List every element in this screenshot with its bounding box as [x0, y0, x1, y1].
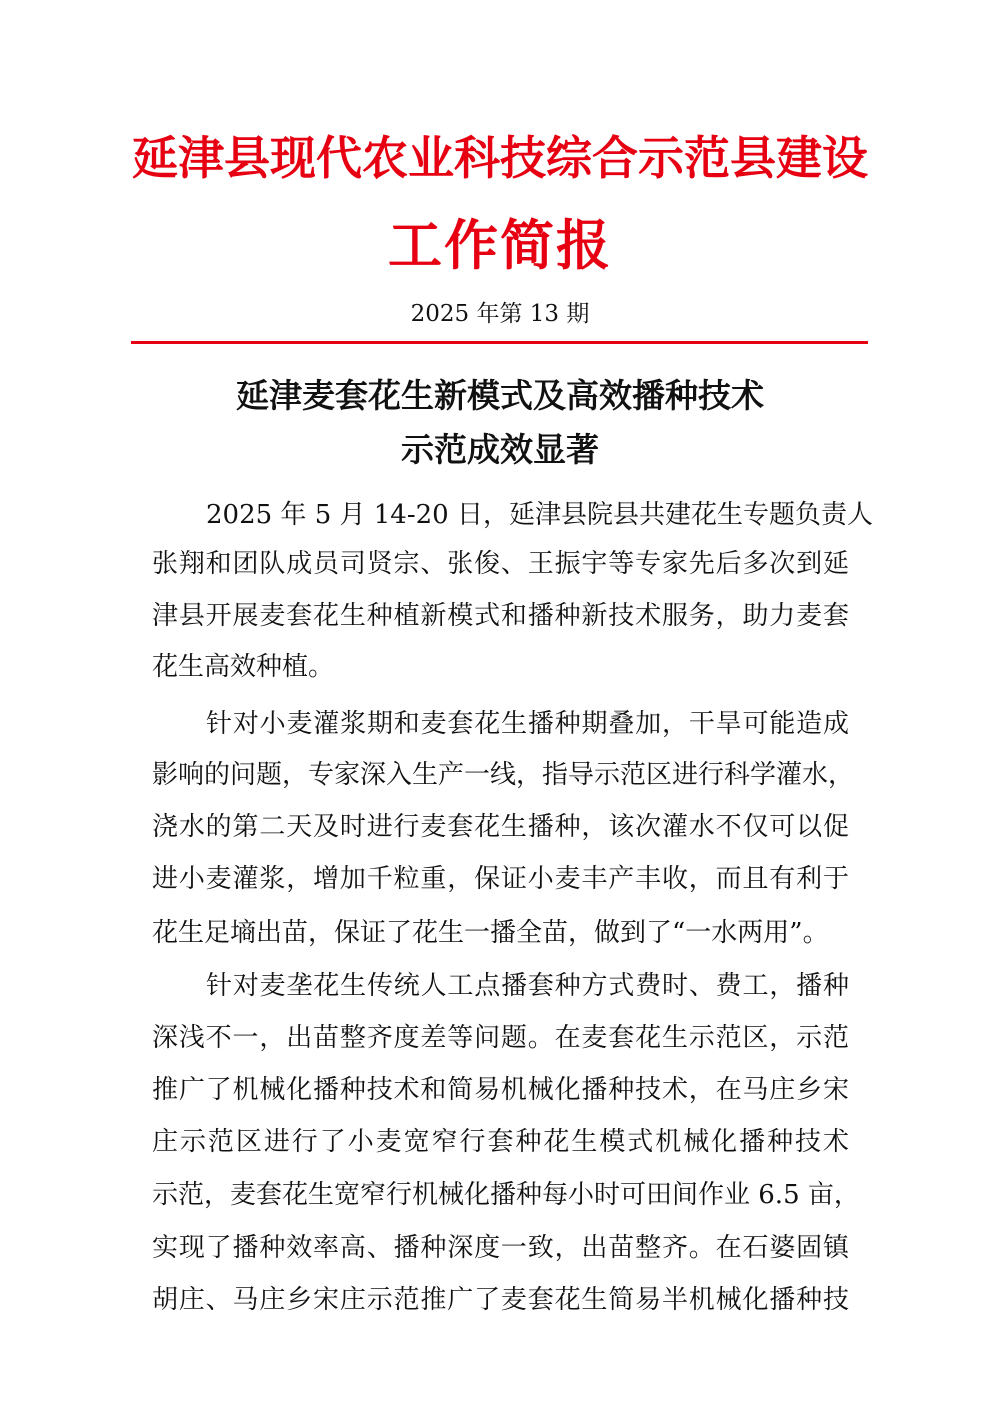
body-text-line: 实现了播种效率高、播种深度一致，出苗整齐。在石婆固镇 — [152, 1233, 849, 1263]
bulletin-masthead-subtitle: 工作简报 — [388, 213, 612, 277]
body-text-line: 深浅不一，出苗整齐度差等问题。在麦套花生示范区，示范 — [152, 1023, 849, 1053]
body-text-line: 花生高效种植。 — [152, 652, 335, 682]
masthead-divider — [131, 341, 868, 344]
body-text-line: 2025 年 5 月 14-20 日，延津县院县共建花生专题负责人 — [206, 500, 873, 530]
body-text-line: 针对麦垄花生传统人工点播套种方式费时、费工，播种 — [206, 971, 849, 1001]
bulletin-masthead-title: 延津县现代农业科技综合示范县建设 — [132, 131, 868, 185]
body-text-line: 针对小麦灌浆期和麦套花生播种期叠加，干旱可能造成 — [206, 709, 849, 739]
body-text-line: 胡庄、马庄乡宋庄示范推广了麦套花生简易半机械化播种技 — [152, 1285, 849, 1315]
body-text-line: 示范，麦套花生宽窄行机械化播种每小时可田间作业 6.5 亩， — [152, 1180, 860, 1210]
body-text-line: 影响的问题，专家深入生产一线，指导示范区进行科学灌水， — [152, 760, 855, 790]
body-text-line: 推广了机械化播种技术和简易机械化播种技术，在马庄乡宋 — [152, 1075, 849, 1105]
body-text-line: 花生足墒出苗，保证了花生一播全苗，做到了“一水两用”。 — [152, 918, 829, 948]
body-text-line: 张翔和团队成员司贤宗、张俊、王振宇等专家先后多次到延 — [152, 549, 849, 579]
body-text-line: 庄示范区进行了小麦宽窄行套种花生模式机械化播种技术 — [152, 1127, 849, 1157]
article-title-line-2: 示范成效显著 — [401, 430, 599, 469]
body-text-line: 津县开展麦套花生种植新模式和播种新技术服务，助力麦套 — [152, 601, 849, 631]
article-title-line-1: 延津麦套花生新模式及高效播种技术 — [236, 376, 764, 415]
body-text-line: 浇水的第二天及时进行麦套花生播种，该次灌水不仅可以促 — [152, 812, 849, 842]
issue-number: 2025 年第 13 期 — [410, 301, 590, 327]
body-text-line: 进小麦灌浆，增加千粒重，保证小麦丰产丰收，而且有利于 — [152, 864, 849, 894]
